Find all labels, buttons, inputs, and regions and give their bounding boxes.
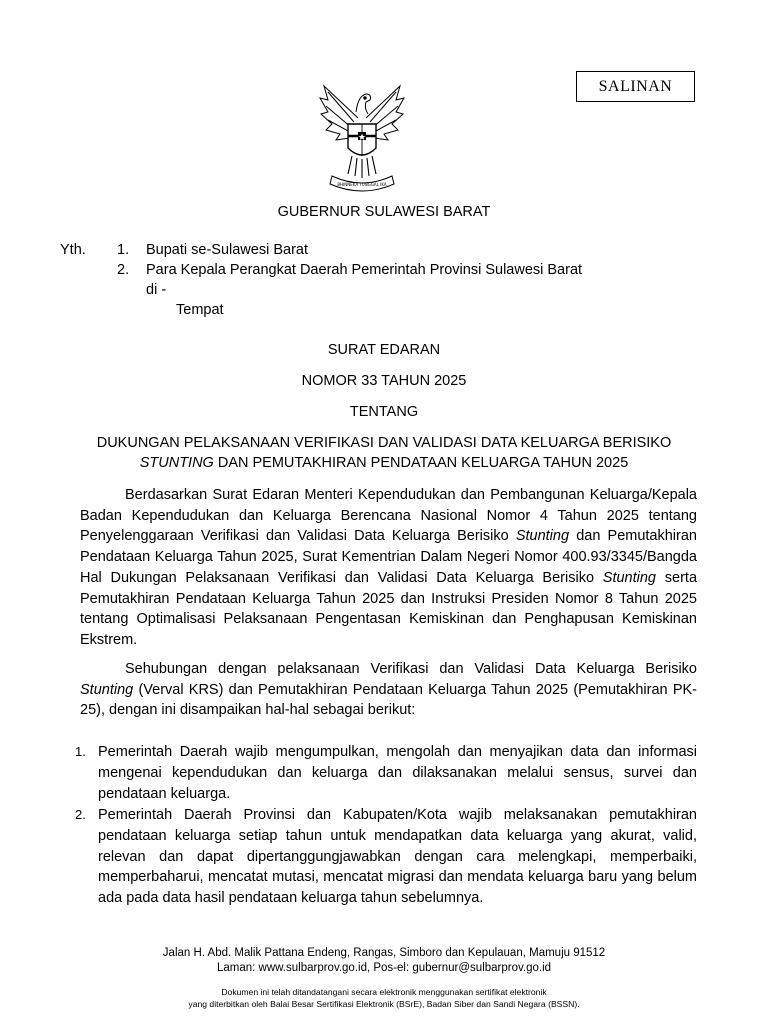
salinan-label: SALINAN <box>598 77 673 95</box>
paragraph-basis <box>80 485 697 651</box>
paragraph-purpose-part-1: Sehubungan dengan pelaksanaan Verifikasi dan Validasi Data Keluarga Berisiko <box>125 661 697 677</box>
esign-note-line-1: Dokumen ini telah ditandatangani secara elektronik menggunakan sertifikat elektronik <box>221 987 547 997</box>
salinan-stamp <box>576 71 695 102</box>
esign-note-line-2: yang diterbitkan oleh Balai Besar Sertifikasi Elektronik (BSrE), Badan Siber dan Sandi Negara (BSSN). <box>188 999 580 1009</box>
paragraph-purpose <box>80 659 697 721</box>
subject-line-1: DUKUNGAN PELAKSANAAN VERIFIKASI DAN VALIDASI DATA KELUARGA BERISIKO <box>96 435 672 451</box>
italic-term: Stunting <box>515 528 570 545</box>
document-about: TENTANG <box>349 404 419 420</box>
list-item-text: Pemerintah Daerah Provinsi dan Kabupaten/Kota wajib melaksanakan pemutakhiran pendataan keluarga setiap tahun untuk mendapatkan data keluarga yang akurat, valid, relevan dan dapat dipertanggungjawabkan dengan cara melengkapi, memperbaiki, memperbaharui, mencatat mutasi, mencatat migrasi dan mendata keluarga baru yang belum ada pada data hasil pendataan keluarga tahun sebelumnya. <box>98 807 697 907</box>
paragraph-basis-part-1: Berdasarkan Surat Edaran Menteri Kependudukan dan Pembangunan Keluarga/Kepala Badan Kependudukan dan Keluarga Berencana Nasional Nomor 4 Tahun 2025 tentang Penyelenggaraan Verifikasi dan Validasi Data Keluarga Berisiko <box>80 487 697 545</box>
footer-contact: Laman: www.sulbarprov.go.id, Pos-el: gubernur@sulbarprov.go.id <box>216 962 552 974</box>
emblem-motto: BHINNEKA TUNGGAL IKA <box>337 182 387 187</box>
subject-line-2 <box>0 453 768 473</box>
garuda-emblem-icon <box>318 78 406 198</box>
addressee-location: Tempat <box>176 302 224 318</box>
list-item-number: 2. <box>75 807 86 822</box>
italic-term: Stunting <box>80 681 134 698</box>
list-item-text: Pemerintah Daerah wajib mengumpulkan, mengolah dan menyajikan data dan informasi mengenai kependudukan dan keluarga dan dilaksanakan melalui sensus, survei dan pendataan keluarga. <box>98 744 697 802</box>
paragraph-basis-part-3: serta Pemutakhiran Pendataan Keluarga Tahun 2025 dan Instruksi Presiden Nomor 8 Tahun 2025 tentang Optimalisasi Pelaksanaan Pengentasan Kemiskinan dan Penghapusan Kemiskinan Ekstrem. <box>80 569 698 648</box>
footer-address: Jalan H. Abd. Malik Pattana Endeng, Rangas, Simboro dan Kepulauan, Mamuju 91512 <box>162 947 606 959</box>
issuer-title: GUBERNUR SULAWESI BARAT <box>277 204 491 220</box>
list-item-number: 1. <box>75 744 86 759</box>
addressee-location-prefix: di - <box>146 282 167 298</box>
addressee-number-2: 2. <box>117 262 130 278</box>
paragraph-basis-part-2: dan Pemutakhiran Pendataan Keluarga Tahun 2025, Surat Kementrian Dalam Negeri Nomor 400.93/3345/Bangda Hal Dukungan Pelaksanaan Verifikasi dan Validasi Data Keluarga Berisiko <box>80 528 697 586</box>
subject-line-2-rest: DAN PEMUTAKHIRAN PENDATAAN KELUARGA TAHUN 2025 <box>213 455 629 471</box>
addressee-item-1: Bupati se-Sulawesi Barat <box>146 242 308 258</box>
document-number: NOMOR 33 TAHUN 2025 <box>301 373 467 389</box>
paragraph-purpose-part-2: (Verval KRS) dan Pemutakhiran Pendataan Keluarga Tahun 2025 (Pemutakhiran PK-25), dengan ini disampaikan hal-hal sebagai berikut: <box>80 681 697 719</box>
addressee-prefix: Yth. <box>60 242 86 258</box>
addressee-number-1: 1. <box>117 242 130 258</box>
document-type: SURAT EDARAN <box>327 342 441 358</box>
document-subject <box>0 433 768 473</box>
addressee-item-2: Para Kepala Perangkat Daerah Pemerintah Provinsi Sulawesi Barat <box>146 262 583 278</box>
subject-italic-term: STUNTING <box>139 455 214 471</box>
italic-term: Stunting <box>602 569 656 586</box>
